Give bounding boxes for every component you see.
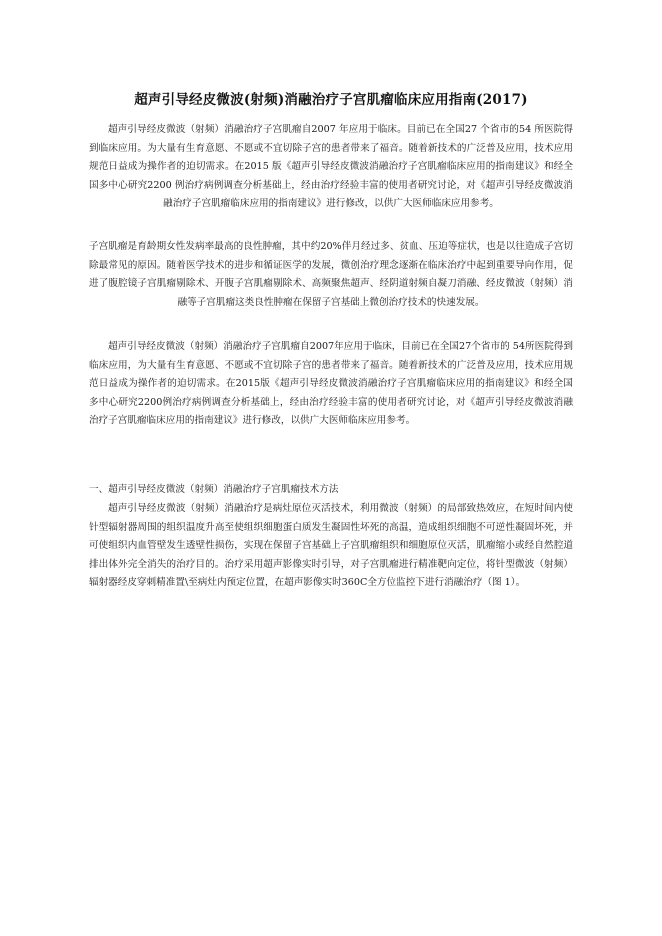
- background-paragraph: 子宫肌瘤是育龄期女性发病率最高的良性肿瘤，其中约20%伴月经过多、贫血、压迫等症状，也是以往造成子宫切除最常见的原因。随着医学技术的进步和循证医学的发展，微创治疗理念逐渐在临床治疗中起到重要导向作用，促进了腹腔镜子宫肌瘤剔除术、开腹子宫肌瘤剔除术、高频聚焦超声、经阴道射频自凝刀消融、经皮微波（射频）消融等子宫肌瘤这类良性肿瘤在保留子宫基础上微创治疗技术的快速发展。: [89, 241, 573, 308]
- document-title: 超声引导经皮微波(射频)消融治疗子宫肌瘤临床应用指南(2017): [134, 92, 528, 108]
- section-heading: 一、超声引导经皮微波（射频）消融治疗子宫肌瘤技术方法: [89, 484, 339, 495]
- section-paragraph: 超声引导经皮微波（射频）消融治疗是病灶原位灭活技术，利用微波（射频）的局部致热效应，在短时间内使针型辐射器周围的组织温度升高至使组织细胞蛋白质发生凝固性坏死的高温，造成组织细胞不可逆性凝固坏死，并可使组织内血管壁发生透壁性损伤，实现在保留子宫基础上子宫肌瘤组织和细胞原位灭活，肌瘤缩小或经自然腔道排出体外完全消失的治疗目的。治疗采用超声影像实时引导，对子宫肌瘤进行精准靶向定位，将针型微波（射频）辐射器经皮穿刺精准置\至病灶内预定位置，在超声影像实时360C全方位监控下进行消融治疗（图 1）。: [89, 503, 573, 589]
- intro-paragraph: 超声引导经皮微波（射频）消融治疗子宫肌瘤自2007 年应用于临床。目前已在全国27 个省市的54 所医院得到临床应用。为大量有生育意愿、不愿或不宜切除子宫的患者带来了福音。随着新技术的广泛普及应用，技术应用规范日益成为操作者的迫切需求。在2015 版《超声引导经皮微波消融治疗子宫肌瘤临床应用的指南建议》和经全国多中心研究2200 例治疗病例调查分析基础上，经由治疗经验丰富的使用者研究讨论，对《超声引导经皮微波消融治疗子宫肌瘤临床应用的指南建议》进行修改，以供广大医师临床应用参考。: [89, 124, 573, 210]
- repeated-intro-paragraph: 超声引导经皮微波（射频）消融治疗子宫肌瘤自2007年应用于临床，目前已在全国27个省市的 54所医院得到临床应用，为大量有生育意愿、不愿或不宜切除子宫的患者带来了福音。随着新技术的广泛普及应用，技术应用规范日益成为操作者的迫切需求。在2015版《超声引导经皮微波消融治疗子宫肌瘤临床应用的指南建议》和经全国多中心研究2200例治疗病例调查分析基础上，经由治疗经验丰富的使用者研究讨论，对《超声引导经皮微波消融治疗子宫肌瘤临床应用的指南建议》进行修改，以供广大医师临床应用参考。: [89, 341, 573, 427]
